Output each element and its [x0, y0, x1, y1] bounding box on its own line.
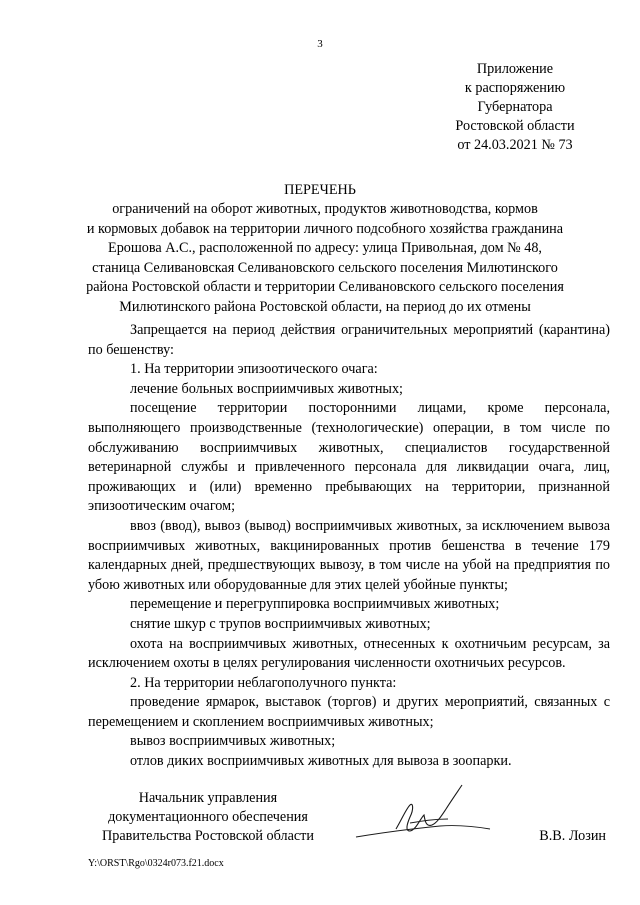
body-paragraph: снятие шкур с трупов восприимчивых животных; — [130, 615, 431, 632]
appendix-line: Приложение — [476, 61, 554, 77]
body-paragraph: Запрещается на период действия ограничительных мероприятий (карантина) по бешенству: — [88, 322, 610, 358]
body-paragraph: 2. На территории неблагополучного пункта: — [130, 674, 397, 691]
body-paragraph: 1. На территории эпизоотического очага: — [130, 361, 378, 378]
body-paragraph: перемещение и перегруппировка восприимчивых животных; — [130, 596, 500, 613]
signatory-name: В.В. Лозин — [539, 828, 606, 844]
signatory-title-line: Правительства Ростовской области — [102, 828, 314, 844]
body-paragraph: лечение больных восприимчивых животных; — [130, 380, 403, 397]
signatory-title-line: документационного обеспечения — [108, 809, 308, 825]
document-title: ПЕРЕЧЕНЬ — [284, 182, 356, 198]
appendix-line: к распоряжению — [464, 80, 566, 96]
subtitle-line: ограничений на оборот животных, продуктов животноводства, кормов — [112, 201, 538, 217]
file-path: Y:\ORST\Rgo\0324r073.f21.docx — [88, 858, 224, 869]
document-body — [88, 321, 610, 772]
body-paragraph: ввоз (ввод), вывоз (вывод) восприимчивых животных, за исключением вывоза восприимчивых животных, вакцинированных против бешенства в течение 179 календарных дней, предшествующих вывозу, в том числе на убой на предприятия по убою животных или оборудованные для этих целей убойные пункты; — [88, 517, 610, 593]
subtitle-line: и кормовых добавок на территории личного подсобного хозяйства гражданина — [86, 220, 564, 237]
page-number: 3 — [317, 38, 323, 50]
handwritten-signature — [350, 779, 500, 851]
subtitle-line: Ерошова А.С., расположенной по адресу: улица Привольная, дом № 48, — [108, 240, 542, 256]
subtitle-line: района Ростовской области и территории Селивановского сельского поселения — [86, 279, 564, 295]
signatory-title-line: Начальник управления — [138, 790, 278, 806]
document-subtitle — [80, 200, 570, 317]
subtitle-line: станица Селивановская Селивановского сельского поселения Милютинского — [92, 259, 558, 276]
body-paragraph: посещение территории посторонними лицами, кроме персонала, выполняющего производственные (технологические) операции, в том числе по обслуживанию восприимчивых животных, специалистов государственной ветеринарной службы и привлеченного персонала для ликвидации очага, лиц, проживающих и (или) временно пребывающих на территории, признанной эпизоотическим очагом; — [88, 400, 610, 515]
appendix-line: от 24.03.2021 № 73 — [457, 137, 573, 153]
appendix-block — [400, 60, 630, 155]
body-paragraph: охота на восприимчивых животных, отнесенных к охотничьим ресурсам, за исключением охоты в целях регулирования численности охотничьих ресурсов. — [88, 635, 610, 672]
body-paragraph: проведение ярмарок, выставок (торгов) и других мероприятий, связанных с перемещением и скоплением восприимчивых животных; — [88, 694, 610, 730]
signatory-title — [88, 789, 328, 846]
body-paragraph: вывоз восприимчивых животных; — [130, 733, 336, 750]
subtitle-line: Милютинского района Ростовской области, на период до их отмены — [119, 298, 531, 315]
signature-block — [88, 789, 610, 849]
body-paragraph: отлов диких восприимчивых животных для вывоза в зоопарки. — [130, 753, 512, 770]
appendix-line: Ростовской области — [455, 118, 575, 134]
appendix-line: Губернатора — [477, 99, 553, 115]
